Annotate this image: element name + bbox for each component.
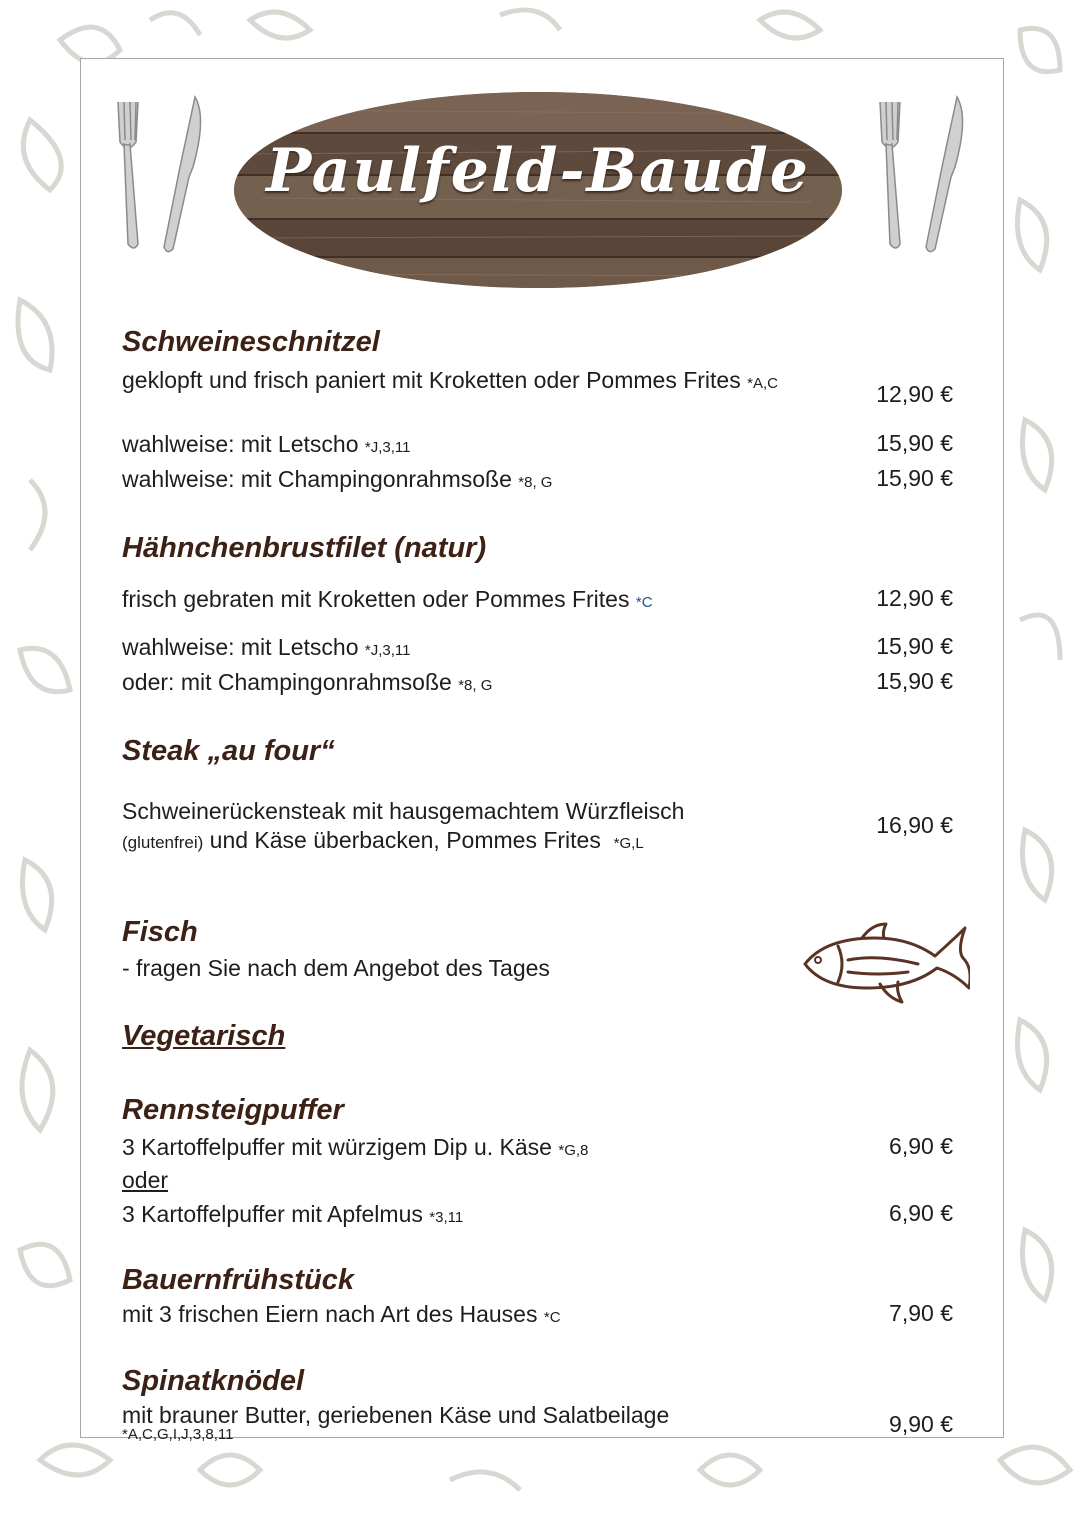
- item-text-continued: und Käse überbacken, Pommes Frites: [209, 827, 601, 853]
- item-text: wahlweise: mit Letscho: [122, 431, 359, 457]
- item-text: 3 Kartoffelpuffer mit Apfelmus: [122, 1201, 423, 1227]
- price: 15,90 €: [876, 430, 953, 456]
- allergen-codes: *J,3,11: [364, 642, 411, 659]
- item-note: (glutenfrei): [122, 833, 204, 852]
- allergen-codes: *G,8: [558, 1142, 589, 1159]
- section-title-vegetarian: Vegetarisch: [122, 1020, 286, 1052]
- price: 9,90 €: [889, 1411, 953, 1437]
- cutlery-icon-left: [110, 92, 210, 262]
- item-text: frisch gebraten mit Kroketten oder Pommes Frites: [122, 586, 630, 612]
- menu-item-steak: [122, 797, 802, 858]
- section-title-fish: Fisch: [122, 916, 198, 948]
- item-text: mit brauner Butter, geriebenen Käse und Salatbeilage: [122, 1402, 670, 1428]
- item-text: Schweinerückensteak mit hausgemachtem Würzfleisch: [122, 798, 685, 824]
- allergen-codes: *A,C,G,I,J,3,8,11: [122, 1426, 234, 1443]
- cutlery-icon-right: [872, 92, 972, 262]
- section-title-puffer: Rennsteigpuffer: [122, 1094, 344, 1126]
- section-title-steak: Steak „au four“: [122, 735, 335, 767]
- restaurant-name: Paulfeld-Baude: [266, 136, 810, 206]
- price: 15,90 €: [876, 633, 953, 659]
- menu-item-schnitzel-letscho: [122, 430, 782, 462]
- allergen-codes: *8, G: [518, 474, 553, 491]
- price: 12,90 €: [876, 381, 953, 407]
- menu-item-puffer-cheese: [122, 1133, 782, 1165]
- price: 15,90 €: [876, 465, 953, 491]
- allergen-codes: *3,11: [429, 1209, 464, 1226]
- allergen-codes: *8, G: [458, 677, 493, 694]
- menu-item-breakfast: [122, 1300, 782, 1332]
- price: 12,90 €: [876, 585, 953, 611]
- item-text: mit 3 frischen Eiern nach Art des Hauses: [122, 1301, 538, 1327]
- menu-item-schnitzel-classic: [122, 366, 782, 398]
- section-title-chicken: Hähnchenbrustfilet (natur): [122, 532, 487, 564]
- menu-item-chicken-mushroom: [122, 668, 782, 700]
- item-text: wahlweise: mit Letscho: [122, 634, 359, 660]
- item-text: oder: mit Champingonrahmsoße: [122, 669, 452, 695]
- allergen-codes: *J,3,11: [364, 439, 411, 456]
- item-text: 3 Kartoffelpuffer mit würzigem Dip u. Käse: [122, 1134, 552, 1160]
- price: 15,90 €: [876, 668, 953, 694]
- menu-item-puffer-applesauce: [122, 1200, 782, 1232]
- fish-icon: [800, 920, 970, 1005]
- allergen-codes: *C: [635, 594, 653, 611]
- item-text: geklopft und frisch paniert mit Kroketten oder Pommes Frites: [122, 367, 741, 393]
- allergen-codes: *C: [543, 1309, 561, 1326]
- price: 16,90 €: [876, 812, 953, 838]
- item-text: wahlweise: mit Champingonrahmsoße: [122, 466, 512, 492]
- price: 7,90 €: [889, 1300, 953, 1326]
- section-title-breakfast: Bauernfrühstück: [122, 1264, 355, 1296]
- menu-item-chicken-letscho: [122, 633, 782, 665]
- allergen-codes: *G,L: [613, 835, 644, 852]
- or-label: oder: [122, 1167, 169, 1193]
- menu-item-spinach: [122, 1402, 802, 1454]
- fish-note: - fragen Sie nach dem Angebot des Tages: [122, 955, 550, 981]
- menu-item-schnitzel-mushroom: [122, 465, 782, 497]
- menu-item-chicken-classic: [122, 585, 782, 617]
- allergen-codes: *A,C: [747, 375, 778, 392]
- price: 6,90 €: [889, 1200, 953, 1226]
- section-title-spinach: Spinatknödel: [122, 1365, 305, 1397]
- price: 6,90 €: [889, 1133, 953, 1159]
- section-title-schnitzel: Schweineschnitzel: [122, 326, 380, 358]
